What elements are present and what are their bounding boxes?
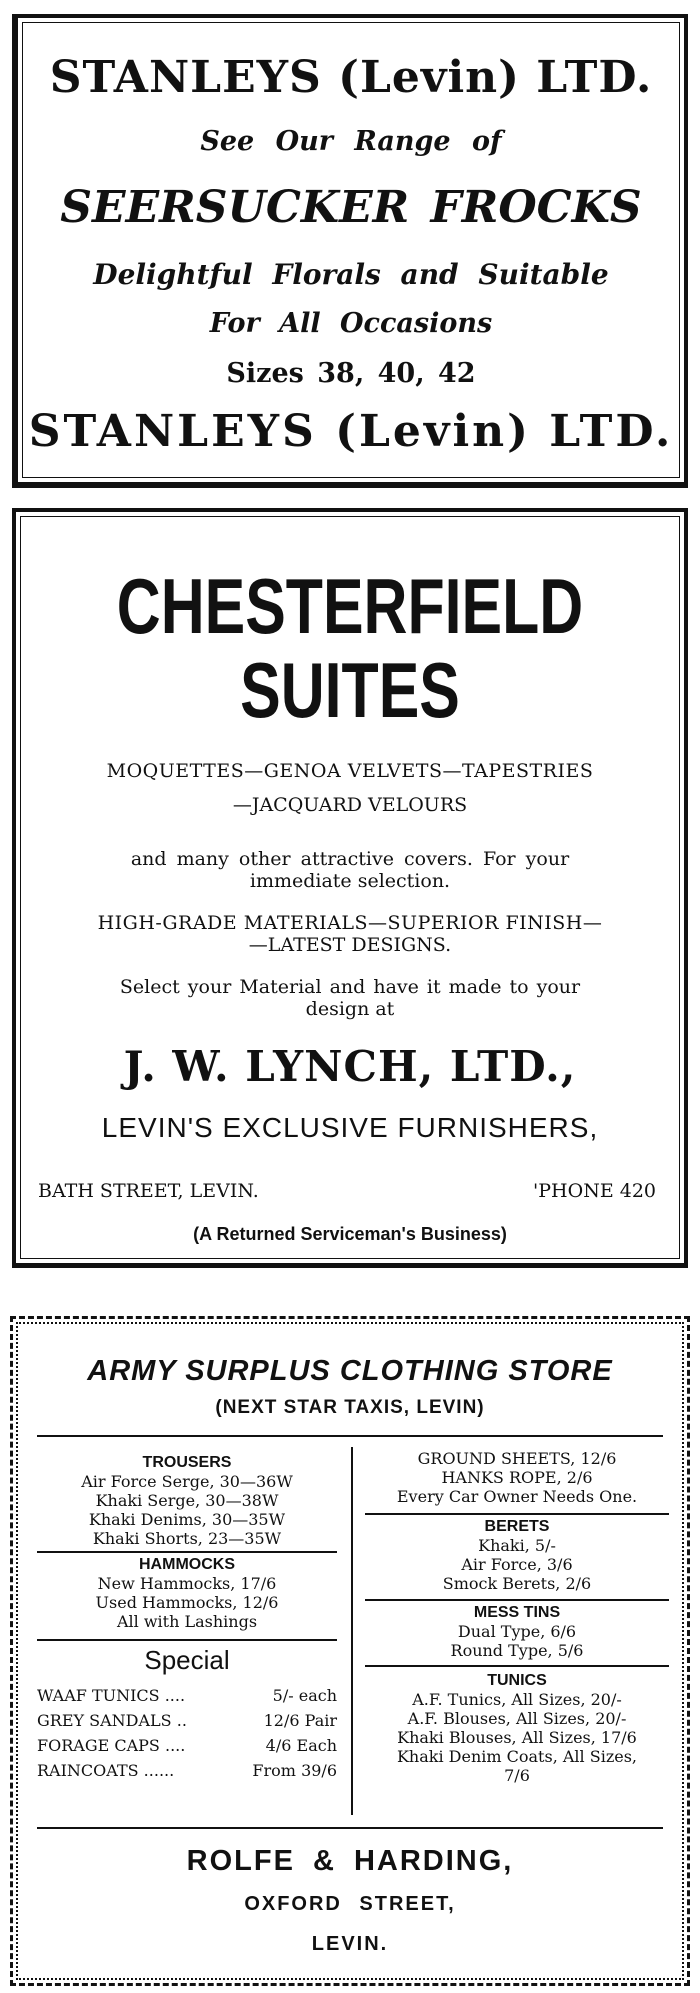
store-location: (NEXT STAR TAXIS, LEVIN) xyxy=(215,1397,485,1418)
store-title: ARMY SURPLUS CLOTHING STORE xyxy=(87,1355,613,1387)
special-row xyxy=(37,1758,337,1783)
fabrics-line-1: MOQUETTES—GENOA VELVETS—TAPESTRIES xyxy=(106,760,594,782)
covers-line-1: and many other attractive covers. For your xyxy=(130,848,570,870)
rolfe-harding-name: ROLFE & HARDING, xyxy=(186,1845,514,1877)
stanleys-title-top: STANLEYS (Levin) LTD. xyxy=(49,52,653,103)
special-row xyxy=(37,1733,337,1758)
list-item: Smock Berets, 2/6 xyxy=(442,1574,592,1593)
hammocks-heading: HAMMOCKS xyxy=(139,1556,235,1573)
rule xyxy=(365,1599,669,1601)
special-item: WAAF TUNICS .... xyxy=(37,1686,186,1705)
tunics-section xyxy=(365,1671,669,1785)
quality-line-2: —LATEST DESIGNS. xyxy=(248,934,452,956)
berets-section xyxy=(365,1517,669,1593)
footer-rule xyxy=(37,1827,663,1829)
sizes-line: Sizes 38, 40, 42 xyxy=(226,358,476,389)
list-item: New Hammocks, 17/6 xyxy=(97,1574,277,1593)
berets-heading: BERETS xyxy=(484,1518,550,1535)
list-item: A.F. Tunics, All Sizes, 20/- xyxy=(412,1690,622,1709)
list-item: All with Lashings xyxy=(116,1612,258,1631)
exclusive-furnishers: LEVIN'S EXCLUSIVE FURNISHERS, xyxy=(101,1112,599,1143)
special-item: GREY SANDALS .. xyxy=(37,1711,187,1730)
list-item: Used Hammocks, 12/6 xyxy=(95,1593,279,1612)
mess-tins-heading: MESS TINS xyxy=(473,1604,561,1621)
special-heading: Special xyxy=(144,1645,230,1675)
occasions-line: For All Occasions xyxy=(209,308,493,339)
left-column xyxy=(37,1453,337,1548)
special-price: From 39/6 xyxy=(252,1761,337,1780)
street-line: OXFORD STREET, xyxy=(244,1893,456,1915)
town-line: LEVIN. xyxy=(311,1933,389,1955)
special-price: 5/- each xyxy=(272,1686,337,1705)
seersucker-headline: SEERSUCKER FROCKS xyxy=(60,182,642,233)
lynch-advertisement xyxy=(12,508,688,1268)
list-item: Khaki Denims, 30—35W xyxy=(88,1510,286,1529)
select-line-2: design at xyxy=(305,998,395,1020)
special-row xyxy=(37,1708,337,1733)
rule xyxy=(37,1639,337,1641)
special-item: RAINCOATS ...... xyxy=(37,1761,175,1780)
list-item: Khaki Denim Coats, All Sizes, xyxy=(396,1747,638,1766)
chesterfield-headline: CHESTERFIELD xyxy=(116,562,584,650)
florals-line: Delightful Florals and Suitable xyxy=(93,258,609,291)
lynch-firm-name: J. W. LYNCH, LTD., xyxy=(123,1042,577,1091)
select-line-1: Select your Material and have it made to your xyxy=(119,976,581,998)
list-item: Air Force Serge, 30—36W xyxy=(81,1472,293,1491)
list-item: Khaki, 5/- xyxy=(478,1536,556,1555)
phone-number: 'PHONE 420 xyxy=(533,1180,656,1202)
list-item: A.F. Blouses, All Sizes, 20/- xyxy=(407,1709,627,1728)
covers-line-2: immediate selection. xyxy=(249,870,451,892)
right-column xyxy=(365,1449,669,1506)
special-price: 4/6 Each xyxy=(265,1736,337,1755)
rule xyxy=(37,1551,337,1553)
address: BATH STREET, LEVIN. xyxy=(38,1180,259,1202)
see-range-line: See Our Range of xyxy=(200,126,502,157)
special-row xyxy=(37,1683,337,1708)
special-list xyxy=(37,1683,337,1783)
header-rule xyxy=(37,1435,663,1437)
column-divider xyxy=(351,1447,353,1815)
list-item: 7/6 xyxy=(504,1766,530,1785)
rule xyxy=(365,1665,669,1667)
list-item: Khaki Blouses, All Sizes, 17/6 xyxy=(397,1728,637,1747)
stanleys-title-bottom: STANLEYS (Levin) LTD. xyxy=(28,406,674,457)
stanleys-advertisement xyxy=(12,14,688,488)
trousers-heading: TROUSERS xyxy=(142,1454,232,1471)
mess-tins-section xyxy=(365,1603,669,1660)
list-item: Air Force, 3/6 xyxy=(461,1555,573,1574)
special-price: 12/6 Pair xyxy=(263,1711,337,1730)
list-item: Khaki Serge, 30—38W xyxy=(95,1491,279,1510)
list-item: Khaki Shorts, 23—35W xyxy=(92,1529,282,1548)
list-item: GROUND SHEETS, 12/6 xyxy=(417,1449,617,1468)
suites-headline: SUITES xyxy=(240,646,460,734)
fabrics-line-2: —JACQUARD VELOURS xyxy=(232,794,468,816)
tunics-heading: TUNICS xyxy=(487,1672,547,1689)
special-item: FORAGE CAPS .... xyxy=(37,1736,186,1755)
list-item: Every Car Owner Needs One. xyxy=(396,1487,638,1506)
list-item: Round Type, 5/6 xyxy=(450,1641,584,1660)
list-item: Dual Type, 6/6 xyxy=(457,1622,577,1641)
rule xyxy=(365,1513,669,1515)
quality-line-1: HIGH-GRADE MATERIALS—SUPERIOR FINISH— xyxy=(97,912,603,934)
list-item: HANKS ROPE, 2/6 xyxy=(441,1468,593,1487)
returned-serviceman-note: (A Returned Serviceman's Business) xyxy=(193,1224,507,1244)
army-surplus-advertisement xyxy=(10,1316,690,1986)
hammocks-section xyxy=(37,1555,337,1631)
